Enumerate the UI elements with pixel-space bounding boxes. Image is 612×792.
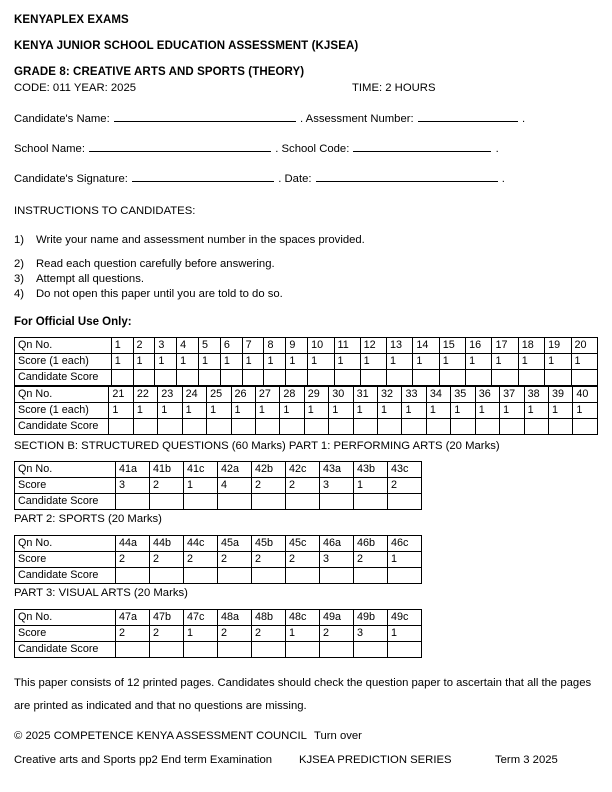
cell-score: 1 xyxy=(199,354,221,370)
table-row xyxy=(15,536,422,552)
candidate-signature-label: Candidate's Signature: xyxy=(14,173,128,185)
cell-score: 1 xyxy=(518,354,544,370)
candidate-name-row xyxy=(14,111,598,125)
cell-candidate-score[interactable] xyxy=(184,642,218,658)
cell-qn: 41b xyxy=(150,462,184,478)
cell-score: 1 xyxy=(184,626,218,642)
copyright-text: © 2025 COMPETENCE KENYA ASSESSMENT COUNCIL xyxy=(14,730,307,742)
cell-candidate-score[interactable] xyxy=(158,419,182,435)
cell-score: 1 xyxy=(304,403,328,419)
date-input[interactable] xyxy=(316,171,498,182)
part2-score-table xyxy=(14,535,422,584)
cell-candidate-score[interactable] xyxy=(360,370,386,386)
cell-qn: 40 xyxy=(573,387,598,403)
section-b-heading: SECTION B: STRUCTURED QUESTIONS (60 Marks) PART 1: PERFORMING ARTS (20 Marks) xyxy=(14,440,500,452)
table-row xyxy=(15,403,598,419)
cell-candidate-score[interactable] xyxy=(451,419,475,435)
row-label-qn-no: Qn No. xyxy=(15,610,116,626)
cell-qn: 2 xyxy=(133,338,155,354)
cell-qn: 5 xyxy=(199,338,221,354)
cell-qn: 26 xyxy=(231,387,255,403)
cell-candidate-score[interactable] xyxy=(182,419,206,435)
candidate-name-row-period: . xyxy=(521,113,526,125)
cell-score: 1 xyxy=(353,403,377,419)
cell-qn: 38 xyxy=(524,387,548,403)
cell-score: 2 xyxy=(150,478,184,494)
cell-score: 1 xyxy=(475,403,499,419)
cell-candidate-score[interactable] xyxy=(242,370,264,386)
instruction-text-2: Read each question carefully before answering. xyxy=(36,258,275,270)
cell-candidate-score[interactable] xyxy=(184,494,218,510)
cell-qn: 13 xyxy=(387,338,413,354)
cell-score: 1 xyxy=(413,354,439,370)
row-label-score-each: Score (1 each) xyxy=(15,403,109,419)
official-use-table-b-wrapper xyxy=(14,386,598,435)
row-label-candidate-score: Candidate Score xyxy=(15,494,116,510)
cell-qn: 43a xyxy=(320,462,354,478)
cell-score: 1 xyxy=(524,403,548,419)
cell-candidate-score[interactable] xyxy=(388,494,422,510)
cell-score: 1 xyxy=(286,626,320,642)
cell-candidate-score[interactable] xyxy=(500,419,524,435)
cell-score: 1 xyxy=(111,354,133,370)
cell-qn: 30 xyxy=(329,387,353,403)
table-row xyxy=(15,494,422,510)
cell-candidate-score[interactable] xyxy=(184,568,218,584)
cell-candidate-score[interactable] xyxy=(252,494,286,510)
row-label-score: Score xyxy=(15,626,116,642)
cell-qn: 3 xyxy=(155,338,177,354)
cell-score: 1 xyxy=(439,354,465,370)
cell-candidate-score[interactable] xyxy=(402,419,426,435)
cell-qn: 46b xyxy=(354,536,388,552)
cell-qn: 29 xyxy=(304,387,328,403)
cell-qn: 15 xyxy=(439,338,465,354)
cell-candidate-score[interactable] xyxy=(308,370,334,386)
brand-title: KENYAPLEX EXAMS xyxy=(14,14,129,26)
table-row xyxy=(15,478,422,494)
cell-qn: 42a xyxy=(218,462,252,478)
assessment-body-title: KENYA JUNIOR SCHOOL EDUCATION ASSESSMENT (KJSEA) xyxy=(14,40,359,52)
cell-candidate-score[interactable] xyxy=(320,494,354,510)
cell-candidate-score[interactable] xyxy=(150,494,184,510)
cell-candidate-score[interactable] xyxy=(218,568,252,584)
cell-candidate-score[interactable] xyxy=(111,370,133,386)
cell-candidate-score[interactable] xyxy=(388,642,422,658)
cell-candidate-score[interactable] xyxy=(207,419,231,435)
for-official-use-heading: For Official Use Only: xyxy=(14,316,132,328)
cell-score: 1 xyxy=(378,403,402,419)
cell-candidate-score[interactable] xyxy=(218,642,252,658)
cell-qn: 49c xyxy=(388,610,422,626)
instruction-text-1: Write your name and assessment number in the spaces provided. xyxy=(36,234,365,246)
cell-score: 2 xyxy=(150,626,184,642)
cell-qn: 1 xyxy=(111,338,133,354)
candidate-name-input[interactable] xyxy=(114,111,296,122)
cell-candidate-score[interactable] xyxy=(150,568,184,584)
cell-qn: 49a xyxy=(320,610,354,626)
official-use-table-a-wrapper xyxy=(14,337,598,386)
row-label-score: Score xyxy=(15,552,116,568)
cell-qn: 27 xyxy=(255,387,279,403)
cell-qn: 12 xyxy=(360,338,386,354)
series-text: KJSEA PREDICTION SERIES xyxy=(299,754,452,766)
cell-score: 1 xyxy=(388,626,422,642)
part1-score-table xyxy=(14,461,422,510)
cell-qn: 43b xyxy=(354,462,388,478)
cell-qn: 42b xyxy=(252,462,286,478)
cell-qn: 20 xyxy=(571,338,597,354)
cell-candidate-score[interactable] xyxy=(320,642,354,658)
paper-title: GRADE 8: CREATIVE ARTS AND SPORTS (THEORY) xyxy=(14,66,305,78)
cell-score: 1 xyxy=(109,403,133,419)
code-year-text: CODE: 011 YEAR: 2025 xyxy=(14,82,137,94)
cell-candidate-score[interactable] xyxy=(133,419,157,435)
row-label-candidate-score: Candidate Score xyxy=(15,642,116,658)
cell-qn: 36 xyxy=(475,387,499,403)
cell-qn: 21 xyxy=(109,387,133,403)
part3-score-table xyxy=(14,609,422,658)
instruction-number-1: 1) xyxy=(14,234,25,246)
cell-qn: 34 xyxy=(426,387,450,403)
cell-qn: 44b xyxy=(150,536,184,552)
cell-qn: 46c xyxy=(388,536,422,552)
cell-candidate-score[interactable] xyxy=(252,642,286,658)
school-code-input[interactable] xyxy=(353,141,491,152)
cell-candidate-score[interactable] xyxy=(304,419,328,435)
instruction-number-4: 4) xyxy=(14,288,25,300)
cell-qn: 45a xyxy=(218,536,252,552)
cell-candidate-score[interactable] xyxy=(116,568,150,584)
cell-candidate-score[interactable] xyxy=(199,370,221,386)
cell-score: 2 xyxy=(252,478,286,494)
cell-score: 1 xyxy=(451,403,475,419)
cell-score: 3 xyxy=(320,552,354,568)
cell-qn: 24 xyxy=(182,387,206,403)
cell-qn: 49b xyxy=(354,610,388,626)
cell-candidate-score[interactable] xyxy=(255,419,279,435)
cell-score: 1 xyxy=(548,403,572,419)
cell-candidate-score[interactable] xyxy=(150,642,184,658)
cell-qn: 17 xyxy=(492,338,518,354)
table-row xyxy=(15,462,422,478)
cell-qn: 32 xyxy=(378,387,402,403)
cell-score: 1 xyxy=(264,354,286,370)
cell-qn: 23 xyxy=(158,387,182,403)
cell-score: 3 xyxy=(354,626,388,642)
cell-candidate-score[interactable] xyxy=(334,370,360,386)
cell-score: 1 xyxy=(402,403,426,419)
cell-candidate-score[interactable] xyxy=(177,370,199,386)
table-row xyxy=(15,354,598,370)
cell-score: 1 xyxy=(426,403,450,419)
cell-candidate-score[interactable] xyxy=(286,642,320,658)
cell-qn: 47a xyxy=(116,610,150,626)
cell-candidate-score[interactable] xyxy=(545,370,571,386)
cell-qn: 41a xyxy=(116,462,150,478)
row-label-candidate-score: Candidate Score xyxy=(15,568,116,584)
cell-score: 1 xyxy=(573,403,598,419)
cell-candidate-score[interactable] xyxy=(439,370,465,386)
cell-candidate-score[interactable] xyxy=(133,370,155,386)
cell-score: 1 xyxy=(133,403,157,419)
cell-score: 1 xyxy=(492,354,518,370)
cell-score: 1 xyxy=(286,354,308,370)
time-text: TIME: 2 HOURS xyxy=(352,82,436,94)
printed-pages-notice: This paper consists of 12 printed pages. Candidates should check the question paper to ascertain that all the pages are printed as indicated and that no questions are missing. xyxy=(14,677,592,712)
official-use-table-b xyxy=(14,386,598,435)
cell-qn: 48b xyxy=(252,610,286,626)
cell-score: 1 xyxy=(329,403,353,419)
cell-score: 2 xyxy=(388,478,422,494)
cell-qn: 47b xyxy=(150,610,184,626)
row-label-qn-no: Qn No. xyxy=(15,536,116,552)
table-row xyxy=(15,552,422,568)
cell-candidate-score[interactable] xyxy=(264,370,286,386)
instruction-item-2 xyxy=(14,258,598,270)
cell-candidate-score[interactable] xyxy=(155,370,177,386)
cell-score: 1 xyxy=(242,354,264,370)
cell-candidate-score[interactable] xyxy=(353,419,377,435)
cell-score: 1 xyxy=(500,403,524,419)
row-label-candidate-score: Candidate Score xyxy=(15,419,109,435)
instruction-item-1 xyxy=(14,234,598,246)
school-code-label: . School Code: xyxy=(275,143,350,155)
cell-candidate-score[interactable] xyxy=(571,370,597,386)
cell-score: 3 xyxy=(320,478,354,494)
exam-footer-row xyxy=(14,754,598,766)
turn-over-text: Turn over xyxy=(314,730,362,742)
cell-score: 3 xyxy=(116,478,150,494)
cell-candidate-score[interactable] xyxy=(320,568,354,584)
cell-qn: 33 xyxy=(402,387,426,403)
cell-score: 1 xyxy=(133,354,155,370)
exam-name-text: Creative arts and Sports pp2 End term Examination xyxy=(14,754,273,766)
cell-score: 2 xyxy=(286,478,320,494)
cell-score: 1 xyxy=(466,354,492,370)
cell-candidate-score[interactable] xyxy=(354,642,388,658)
cell-score: 1 xyxy=(354,478,388,494)
cell-qn: 7 xyxy=(242,338,264,354)
cell-candidate-score[interactable] xyxy=(354,568,388,584)
cell-candidate-score[interactable] xyxy=(466,370,492,386)
cell-score: 1 xyxy=(182,403,206,419)
table-row xyxy=(15,419,598,435)
cell-candidate-score[interactable] xyxy=(218,494,252,510)
cell-score: 1 xyxy=(545,354,571,370)
cell-qn: 48c xyxy=(286,610,320,626)
cell-candidate-score[interactable] xyxy=(354,494,388,510)
cell-qn: 46a xyxy=(320,536,354,552)
part2-heading: PART 2: SPORTS (20 Marks) xyxy=(14,513,162,525)
cell-candidate-score[interactable] xyxy=(116,642,150,658)
cell-score: 4 xyxy=(218,478,252,494)
cell-candidate-score[interactable] xyxy=(524,419,548,435)
cell-score: 2 xyxy=(354,552,388,568)
cell-qn: 28 xyxy=(280,387,304,403)
cell-qn: 16 xyxy=(466,338,492,354)
cell-qn: 19 xyxy=(545,338,571,354)
cell-candidate-score[interactable] xyxy=(475,419,499,435)
cell-qn: 6 xyxy=(220,338,242,354)
cell-score: 2 xyxy=(218,552,252,568)
cell-score: 2 xyxy=(286,552,320,568)
cell-candidate-score[interactable] xyxy=(413,370,439,386)
instruction-item-4 xyxy=(14,288,598,300)
cell-score: 1 xyxy=(388,552,422,568)
school-name-label: School Name: xyxy=(14,143,85,155)
cell-qn: 25 xyxy=(207,387,231,403)
cell-qn: 41c xyxy=(184,462,218,478)
official-use-table-a xyxy=(14,337,598,386)
cell-qn: 9 xyxy=(286,338,308,354)
cell-score: 1 xyxy=(334,354,360,370)
table-row xyxy=(15,338,598,354)
cell-candidate-score[interactable] xyxy=(388,568,422,584)
cell-candidate-score[interactable] xyxy=(378,419,402,435)
cell-qn: 14 xyxy=(413,338,439,354)
cell-candidate-score[interactable] xyxy=(220,370,242,386)
cell-qn: 47c xyxy=(184,610,218,626)
row-label-qn-no: Qn No. xyxy=(15,462,116,478)
cell-qn: 44c xyxy=(184,536,218,552)
cell-candidate-score[interactable] xyxy=(518,370,544,386)
table-row xyxy=(15,387,598,403)
cell-qn: 42c xyxy=(286,462,320,478)
cell-candidate-score[interactable] xyxy=(280,419,304,435)
table-row xyxy=(15,626,422,642)
cell-qn: 31 xyxy=(353,387,377,403)
cell-qn: 18 xyxy=(518,338,544,354)
cell-qn: 43c xyxy=(388,462,422,478)
row-label-candidate-score: Candidate Score xyxy=(15,370,112,386)
cell-qn: 45b xyxy=(252,536,286,552)
cell-score: 1 xyxy=(158,403,182,419)
cell-candidate-score[interactable] xyxy=(548,419,572,435)
school-row-period: . xyxy=(495,143,499,155)
cell-candidate-score[interactable] xyxy=(387,370,413,386)
cell-candidate-score[interactable] xyxy=(116,494,150,510)
cell-score: 1 xyxy=(360,354,386,370)
term-text: Term 3 2025 xyxy=(495,754,558,766)
cell-qn: 10 xyxy=(308,338,334,354)
cell-score: 2 xyxy=(252,552,286,568)
instruction-text-4: Do not open this paper until you are told to do so. xyxy=(36,288,283,300)
cell-score: 1 xyxy=(207,403,231,419)
cell-score: 2 xyxy=(116,626,150,642)
cell-score: 1 xyxy=(220,354,242,370)
cell-score: 1 xyxy=(571,354,597,370)
cell-candidate-score[interactable] xyxy=(426,419,450,435)
copyright-row xyxy=(14,730,598,742)
cell-score: 1 xyxy=(255,403,279,419)
cell-qn: 39 xyxy=(548,387,572,403)
cell-score: 2 xyxy=(116,552,150,568)
cell-qn: 48a xyxy=(218,610,252,626)
cell-candidate-score[interactable] xyxy=(286,370,308,386)
cell-candidate-score[interactable] xyxy=(573,419,598,435)
instruction-text-3: Attempt all questions. xyxy=(36,273,145,285)
signature-row xyxy=(14,171,598,185)
cell-candidate-score[interactable] xyxy=(329,419,353,435)
cell-score: 1 xyxy=(308,354,334,370)
cell-score: 1 xyxy=(177,354,199,370)
cell-score: 2 xyxy=(218,626,252,642)
instructions-heading: INSTRUCTIONS TO CANDIDATES: xyxy=(14,205,196,217)
signature-row-period: . xyxy=(501,173,505,185)
candidate-name-label: Candidate's Name: xyxy=(14,113,110,125)
cell-candidate-score[interactable] xyxy=(252,568,286,584)
cell-candidate-score[interactable] xyxy=(231,419,255,435)
date-label: . Date: xyxy=(278,173,312,185)
cell-score: 1 xyxy=(387,354,413,370)
row-label-qn-no: Qn No. xyxy=(15,338,112,354)
cell-qn: 22 xyxy=(133,387,157,403)
cell-qn: 44a xyxy=(116,536,150,552)
cell-score: 2 xyxy=(252,626,286,642)
cell-score: 2 xyxy=(184,552,218,568)
cell-qn: 11 xyxy=(334,338,360,354)
instruction-number-2: 2) xyxy=(14,258,25,270)
assessment-number-label: . Assessment Number: xyxy=(300,113,414,125)
school-name-input[interactable] xyxy=(89,141,271,152)
cell-score: 1 xyxy=(184,478,218,494)
cell-candidate-score[interactable] xyxy=(286,568,320,584)
row-label-score-each: Score (1 each) xyxy=(15,354,112,370)
cell-candidate-score[interactable] xyxy=(492,370,518,386)
cell-qn: 4 xyxy=(177,338,199,354)
row-label-score: Score xyxy=(15,478,116,494)
cell-candidate-score[interactable] xyxy=(109,419,133,435)
code-time-row xyxy=(14,82,598,94)
cell-qn: 8 xyxy=(264,338,286,354)
cell-candidate-score[interactable] xyxy=(286,494,320,510)
instruction-number-3: 3) xyxy=(14,273,25,285)
cell-score: 2 xyxy=(320,626,354,642)
school-name-row xyxy=(14,141,598,155)
cell-score: 1 xyxy=(231,403,255,419)
cell-qn: 37 xyxy=(500,387,524,403)
cell-score: 1 xyxy=(280,403,304,419)
cell-qn: 45c xyxy=(286,536,320,552)
table-row xyxy=(15,610,422,626)
table-row xyxy=(15,642,422,658)
instruction-item-3 xyxy=(14,273,598,285)
cell-score: 1 xyxy=(155,354,177,370)
candidate-signature-input[interactable] xyxy=(132,171,274,182)
assessment-number-input[interactable] xyxy=(418,111,518,122)
row-label-qn-no: Qn No. xyxy=(15,387,109,403)
table-row xyxy=(15,568,422,584)
cell-score: 2 xyxy=(150,552,184,568)
cell-qn: 35 xyxy=(451,387,475,403)
part3-heading: PART 3: VISUAL ARTS (20 Marks) xyxy=(14,587,188,599)
table-row xyxy=(15,370,598,386)
